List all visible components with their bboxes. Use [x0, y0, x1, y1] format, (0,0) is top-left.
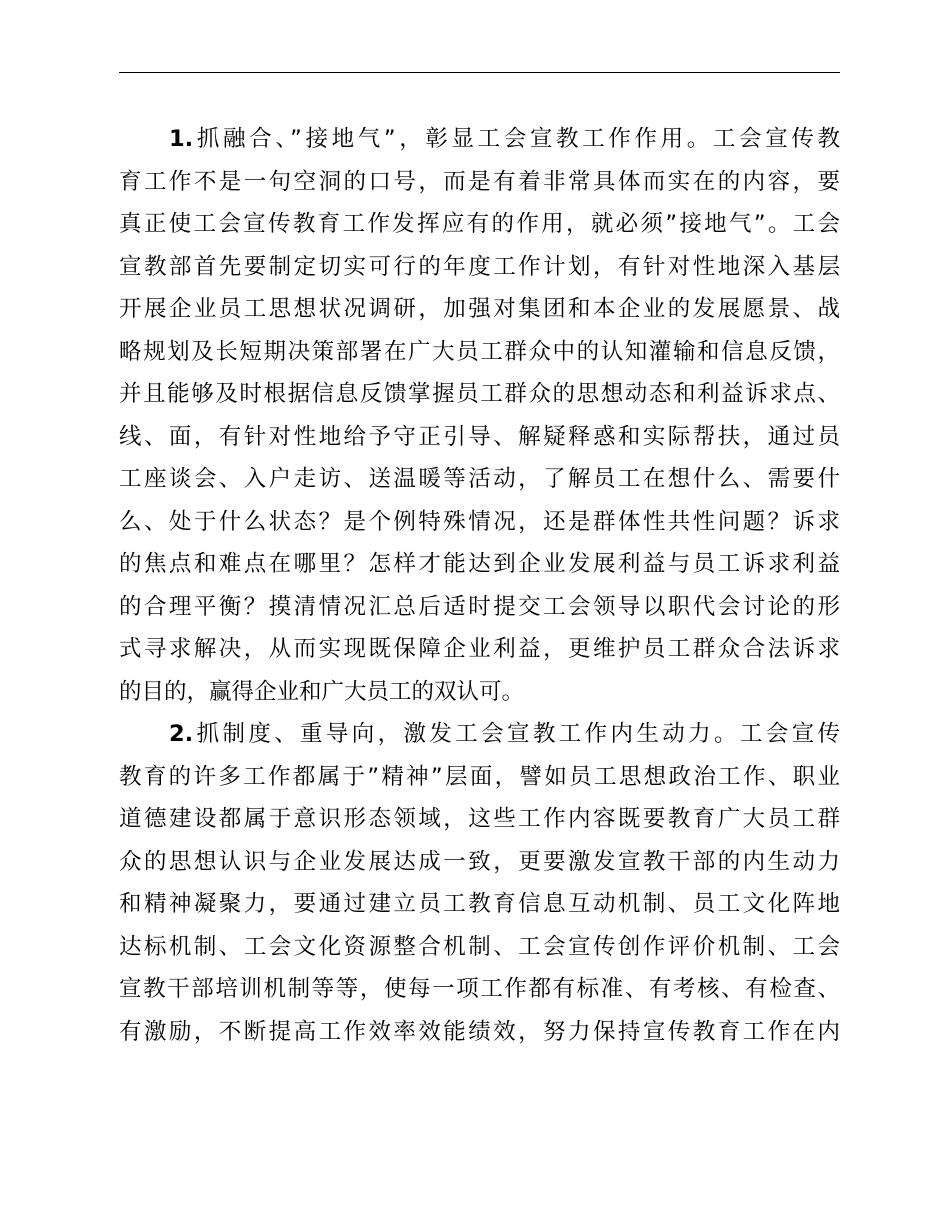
line-text: 抓制度、重导向，激发工会宣教工作内生动力。工会宣传	[193, 721, 840, 747]
item-number: 2.	[169, 721, 194, 747]
header-rule	[119, 72, 840, 73]
text-line: 有激励，不断提高工作效率效能绩效，努力保持宣传教育工作在内	[119, 1018, 840, 1045]
text-line: 工座谈会、入户走访、送温暖等活动，了解员工在想什么、需要什	[119, 466, 840, 492]
text-line: 宣教干部培训机制等等，使每一项工作都有标准、有考核、有检查、	[119, 976, 840, 1002]
text-line: 并且能够及时根据信息反馈掌握员工群众的思想动态和利益诉求点、	[119, 381, 840, 407]
text-line: 道德建设都属于意识形态领域，这些工作内容既要教育广大员工群	[119, 806, 840, 832]
item-number: 1.	[169, 126, 194, 152]
text-line: 的目的，赢得企业和广大员工的双认可。	[119, 678, 525, 705]
text-line: 众的思想认识与企业发展达成一致，更要激发宣教干部的内生动力	[119, 848, 840, 875]
body-text	[119, 118, 840, 1053]
text-line: 式寻求解决，从而实现既保障企业利益，更维护员工群众合法诉求	[119, 636, 840, 662]
text-line: 线、面，有针对性地给予守正引导、解疑释惑和实际帮扶，通过员	[119, 423, 840, 450]
text-line: 的合理平衡？摸清情况汇总后适时提交工会领导以职代会讨论的形	[119, 593, 840, 620]
paragraph-2	[119, 713, 840, 1053]
text-line	[119, 713, 840, 756]
text-line: 开展企业员工思想状况调研，加强对集团和本企业的发展愿景、战	[119, 296, 840, 322]
line-text: 抓融合、”接地气”，彰显工会宣教工作作用。工会宣传教	[193, 126, 840, 152]
text-line: 略规划及长短期决策部署在广大员工群众中的认知灌输和信息反馈，	[119, 338, 840, 365]
text-line: 真正使工会宣传教育工作发挥应有的作用，就必须”接地气”。工会	[119, 211, 840, 237]
text-line: 达标机制、工会文化资源整合机制、工会宣传创作评价机制、工会	[119, 933, 840, 960]
text-line: 的焦点和难点在哪里？怎样才能达到企业发展利益与员工诉求利益	[119, 551, 840, 577]
text-line: 育工作不是一句空洞的口号，而是有着非常具体而实在的内容，要	[119, 168, 840, 195]
text-line: 和精神凝聚力，要通过建立员工教育信息互动机制、员工文化阵地	[119, 891, 840, 917]
text-line: 么、处于什么状态？是个例特殊情况，还是群体性共性问题？诉求	[119, 508, 840, 535]
text-line: 宣教部首先要制定切实可行的年度工作计划，有针对性地深入基层	[119, 253, 840, 280]
paragraph-1	[119, 118, 840, 713]
text-line: 教育的许多工作都属于”精神”层面，譬如员工思想政治工作、职业	[119, 763, 840, 790]
text-line	[119, 118, 840, 161]
